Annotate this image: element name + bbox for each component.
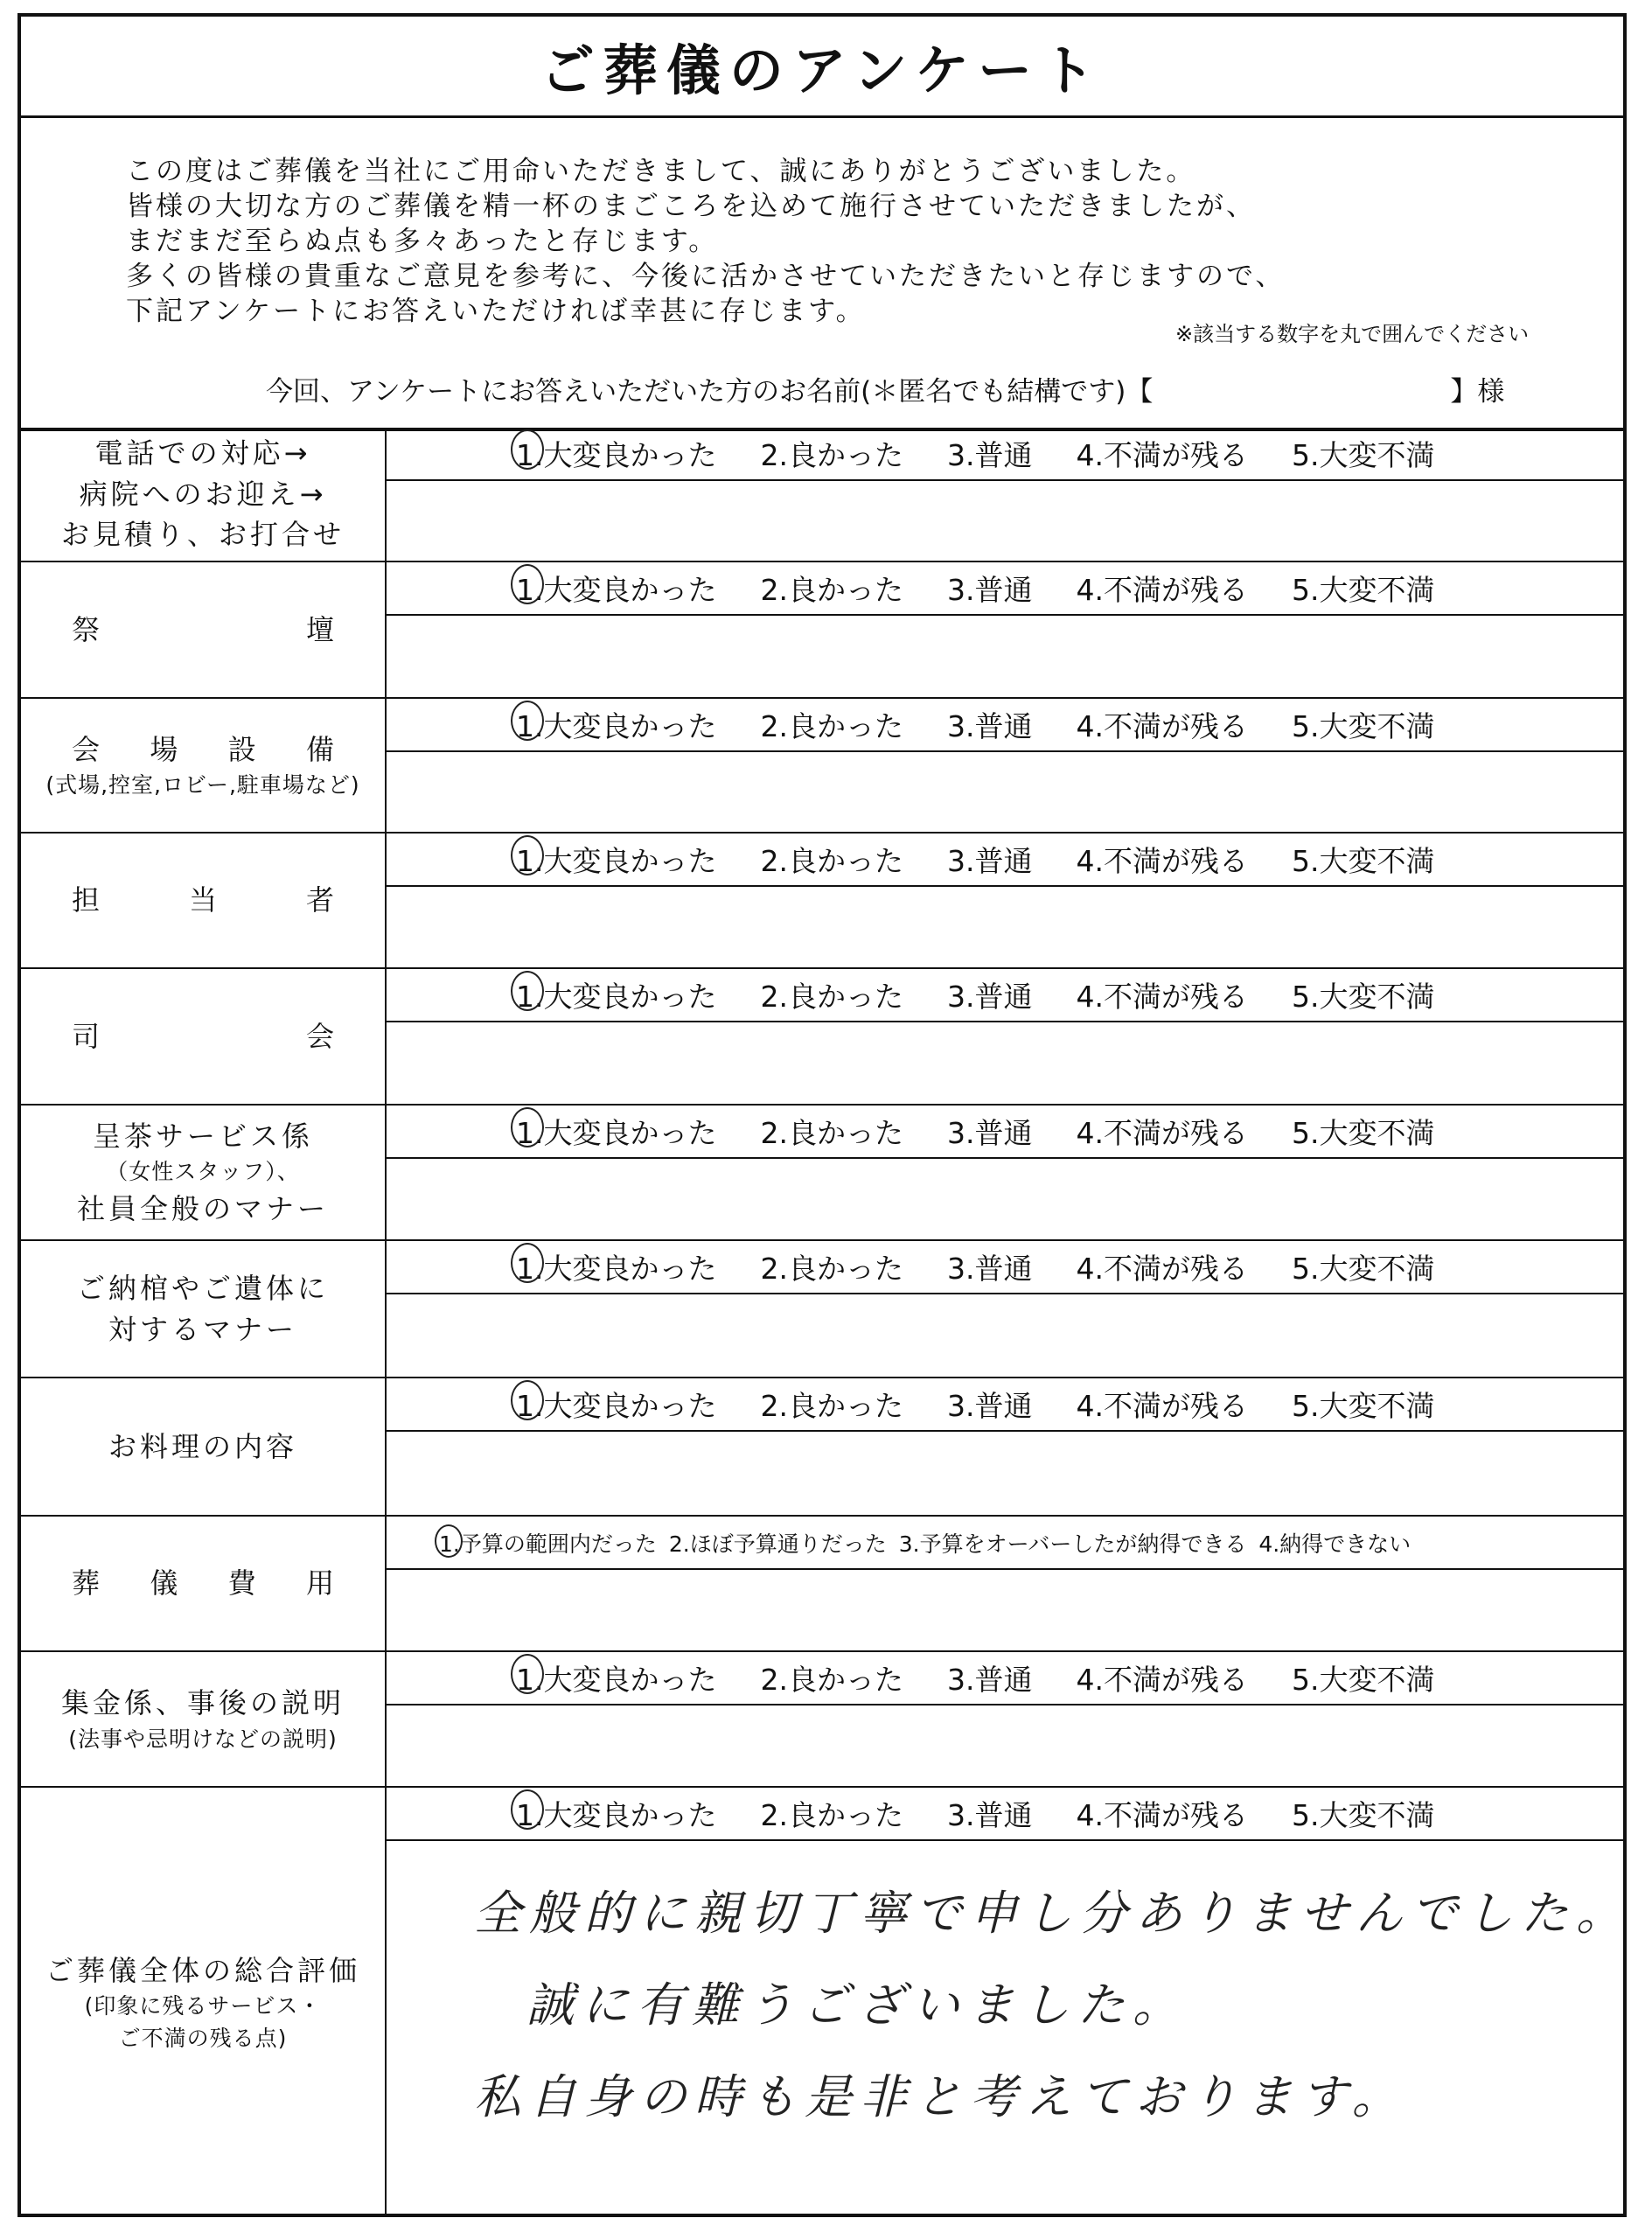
- item-label: [21, 1378, 387, 1515]
- rating-option[interactable]: 5.大変不満: [1292, 980, 1435, 1014]
- item-label-note: （女性スタッフ）、: [106, 1159, 300, 1185]
- rating-option[interactable]: 4.不満が残る: [1076, 438, 1248, 472]
- rating-option-selected[interactable]: 1.大変良かった: [516, 1793, 717, 1834]
- rating-option[interactable]: 3.普通: [947, 1252, 1033, 1286]
- rating-option[interactable]: 3.普通: [947, 1389, 1033, 1423]
- survey-item-row: [21, 969, 1623, 1106]
- item-label-text: 病院へのお迎え→: [79, 477, 327, 511]
- item-label-char: 儀: [150, 1566, 178, 1601]
- rating-option[interactable]: 5.大変不満: [1292, 709, 1435, 743]
- item-label-char: 当: [188, 883, 217, 917]
- rating-option-selected[interactable]: 1.大変良かった: [516, 433, 717, 474]
- rating-option[interactable]: 3.普通: [947, 709, 1033, 743]
- item-label-char: 担: [72, 883, 101, 917]
- survey-item-row: [21, 1106, 1623, 1241]
- rating-option[interactable]: 2.良かった: [760, 1252, 903, 1286]
- item-label: [21, 834, 387, 967]
- rating-option[interactable]: 4.不満が残る: [1076, 709, 1248, 743]
- comment-area[interactable]: [387, 1159, 1623, 1239]
- rating-option[interactable]: 3.普通: [947, 1798, 1033, 1832]
- item-label: [21, 1517, 387, 1650]
- survey-sheet: [17, 13, 1631, 2217]
- rating-options: [387, 1788, 1623, 1841]
- rating-option-selected[interactable]: 1.大変良かった: [516, 1657, 717, 1698]
- item-label-note: (式場,控室,ロビー,駐車場など): [45, 772, 360, 799]
- survey-item-row: [21, 1652, 1623, 1788]
- rating-option[interactable]: 2.良かった: [760, 438, 903, 472]
- item-label-char: 用: [305, 1566, 334, 1601]
- rating-option[interactable]: 5.大変不満: [1292, 1252, 1435, 1286]
- rating-option[interactable]: 2.良かった: [760, 1389, 903, 1423]
- rating-option[interactable]: 3.普通: [947, 1116, 1033, 1150]
- item-label-text: 電話での対応→: [94, 436, 311, 471]
- rating-option[interactable]: 2.ほぼ予算通りだった: [668, 1531, 887, 1557]
- item-label: [21, 1652, 387, 1786]
- comment-area[interactable]: [387, 752, 1623, 832]
- item-label-text: [72, 610, 334, 650]
- item-label-text: [72, 1563, 334, 1603]
- item-label-text: [72, 729, 334, 770]
- item-label-char: 会: [305, 1019, 334, 1053]
- item-label-char: 壇: [305, 612, 334, 646]
- comment-area[interactable]: [387, 1841, 1631, 2217]
- rating-option[interactable]: 5.大変不満: [1292, 1389, 1435, 1423]
- comment-area[interactable]: [387, 887, 1623, 967]
- rating-option[interactable]: 4.納得できない: [1258, 1531, 1412, 1557]
- handwritten-comment: 私自身の時も是非と考えております。: [474, 2069, 1407, 2124]
- survey-item-row: [21, 834, 1623, 969]
- rating-options: [387, 428, 1623, 481]
- rating-option[interactable]: 4.不満が残る: [1076, 1389, 1248, 1423]
- item-label-char: 費: [227, 1566, 256, 1601]
- rating-option-selected[interactable]: 1.大変良かった: [516, 839, 717, 880]
- comment-area[interactable]: [387, 616, 1623, 697]
- rating-option[interactable]: 3.予算をオーバーしたが納得できる: [898, 1531, 1247, 1557]
- item-label: [21, 1241, 387, 1377]
- rating-option[interactable]: 2.良かった: [760, 573, 903, 607]
- rating-options: [387, 1378, 1623, 1432]
- intro-block: [21, 115, 1623, 431]
- rating-options: [387, 562, 1623, 616]
- comment-area[interactable]: [387, 481, 1623, 561]
- rating-option[interactable]: 2.良かった: [760, 1798, 903, 1832]
- item-label-text: (法事や忌明けなどの説明): [68, 1726, 338, 1752]
- item-label-char: 会: [72, 732, 101, 766]
- rating-options: [387, 1652, 1623, 1705]
- rating-option[interactable]: 5.大変不満: [1292, 1663, 1435, 1697]
- page-title: ご葬儀のアンケート: [21, 17, 1623, 118]
- item-label-char: 者: [305, 883, 334, 917]
- item-label: [21, 699, 387, 832]
- item-label: [21, 1106, 387, 1239]
- rating-options: [387, 834, 1623, 887]
- item-label-text: お料理の内容: [108, 1429, 297, 1463]
- intro-line: まだまだ至らぬ点も多々あったと存じます。: [126, 226, 719, 257]
- survey-item-row: [21, 562, 1623, 699]
- rating-option[interactable]: 5.大変不満: [1292, 1116, 1435, 1150]
- comment-area[interactable]: [387, 1705, 1623, 1786]
- item-label-note: ご不満の残る点): [118, 2025, 288, 2051]
- rating-option[interactable]: 4.不満が残る: [1076, 1116, 1248, 1150]
- survey-item-row: [21, 1517, 1623, 1652]
- survey-item-row: [21, 428, 1623, 562]
- rating-option[interactable]: 4.不満が残る: [1076, 844, 1248, 878]
- item-label-text: 対するマナー: [108, 1312, 297, 1346]
- rating-option[interactable]: 4.不満が残る: [1076, 1798, 1248, 1832]
- item-label: [21, 428, 387, 561]
- rating-option[interactable]: 5.大変不満: [1292, 1798, 1435, 1832]
- rating-option[interactable]: 2.良かった: [760, 1663, 903, 1697]
- item-label-char: 葬: [72, 1566, 101, 1601]
- rating-option-selected[interactable]: 1.大変良かった: [516, 568, 717, 609]
- item-label: [21, 1788, 387, 2217]
- comment-area[interactable]: [387, 1432, 1623, 1515]
- rating-options: [387, 699, 1623, 752]
- rating-options: [387, 969, 1623, 1022]
- rating-option[interactable]: 5.大変不満: [1292, 844, 1435, 878]
- item-label-char: 設: [227, 732, 256, 766]
- comment-area[interactable]: [387, 1022, 1623, 1104]
- name-prompt: 今回、アンケートにお答えいただいた方のお名前(＊匿名でも結構です)【: [266, 376, 1154, 408]
- item-label-note: (印象に残るサービス・: [84, 1993, 322, 2019]
- rating-option[interactable]: 3.普通: [947, 1663, 1033, 1697]
- intro-line: 皆様の大切な方のご葬儀を精一杯のまごころを込めて施行させていただきましたが、: [126, 191, 1256, 222]
- rating-option[interactable]: 5.大変不満: [1292, 573, 1435, 607]
- rating-option-selected[interactable]: 1.大変良かった: [516, 1384, 717, 1425]
- item-label-text: 集金係、事後の説明: [60, 1686, 345, 1720]
- item-label-char: 祭: [72, 612, 101, 646]
- respondent-name-row: [266, 369, 1504, 408]
- rating-option-selected[interactable]: 1.大変良かった: [516, 974, 717, 1015]
- item-label-text: 呈茶サービス係: [92, 1119, 313, 1153]
- rating-option[interactable]: 3.普通: [947, 573, 1033, 607]
- item-label: [21, 969, 387, 1104]
- rating-option[interactable]: 3.普通: [947, 844, 1033, 878]
- rating-option-selected[interactable]: 1.大変良かった: [516, 1111, 717, 1152]
- rating-option[interactable]: 4.不満が残る: [1076, 1252, 1248, 1286]
- rating-options: [387, 1106, 1623, 1159]
- rating-option[interactable]: 2.良かった: [760, 709, 903, 743]
- item-label-text: [72, 1016, 334, 1057]
- rating-option[interactable]: 2.良かった: [760, 980, 903, 1014]
- item-label-char: 備: [305, 732, 334, 766]
- survey-item-row: [21, 1378, 1623, 1517]
- item-label-text: ご葬儀全体の総合評価: [45, 1954, 360, 1988]
- rating-options: [387, 1241, 1623, 1294]
- rating-option[interactable]: 3.普通: [947, 438, 1033, 472]
- survey-item-row: [21, 699, 1623, 834]
- item-label-char: 司: [72, 1019, 101, 1053]
- handwritten-comment: 誠に有難うございました。: [526, 1977, 1188, 2033]
- name-suffix: 】様: [1450, 376, 1505, 408]
- rating-option-selected[interactable]: 1.大変良かった: [516, 704, 717, 745]
- item-label-text: お見積り、お打合せ: [60, 518, 345, 552]
- handwritten-comment: 全般的に親切丁寧で申し分ありませんでした。: [474, 1886, 1631, 1941]
- rating-option-selected[interactable]: 1.予算の範囲内だった: [439, 1527, 657, 1559]
- instruction-note: ※該当する数字を丸で囲んでください: [1175, 322, 1530, 346]
- item-label: [21, 562, 387, 697]
- survey-item-row: [21, 1241, 1623, 1378]
- intro-line: 下記アンケートにお答えいただければ幸甚に存じます。: [126, 296, 866, 327]
- intro-line: この度はご葬儀を当社にご用命いただきまして、誠にありがとうございました。: [126, 156, 1196, 187]
- rating-option[interactable]: 2.良かった: [760, 844, 903, 878]
- rating-option[interactable]: 4.不満が残る: [1076, 573, 1248, 607]
- intro-line: 多くの皆様の貴重なご意見を参考に、今後に活かさせていただきたいと存じますので、: [126, 261, 1286, 292]
- comment-area[interactable]: [387, 1570, 1623, 1650]
- item-label-char: 場: [150, 732, 178, 766]
- survey-item-row: [21, 1788, 1631, 2217]
- rating-option[interactable]: 2.良かった: [760, 1116, 903, 1150]
- item-label-text: [72, 880, 334, 920]
- rating-option[interactable]: 4.不満が残る: [1076, 980, 1248, 1014]
- rating-option[interactable]: 3.普通: [947, 980, 1033, 1014]
- item-label-text: ご納棺やご遺体に: [76, 1272, 329, 1306]
- rating-option-selected[interactable]: 1.大変良かった: [516, 1246, 717, 1287]
- comment-area[interactable]: [387, 1294, 1623, 1377]
- rating-options: [387, 1517, 1623, 1570]
- rating-option[interactable]: 5.大変不満: [1292, 438, 1435, 472]
- rating-option[interactable]: 4.不満が残る: [1076, 1663, 1248, 1697]
- item-label-text: 社員全般のマナー: [76, 1191, 329, 1225]
